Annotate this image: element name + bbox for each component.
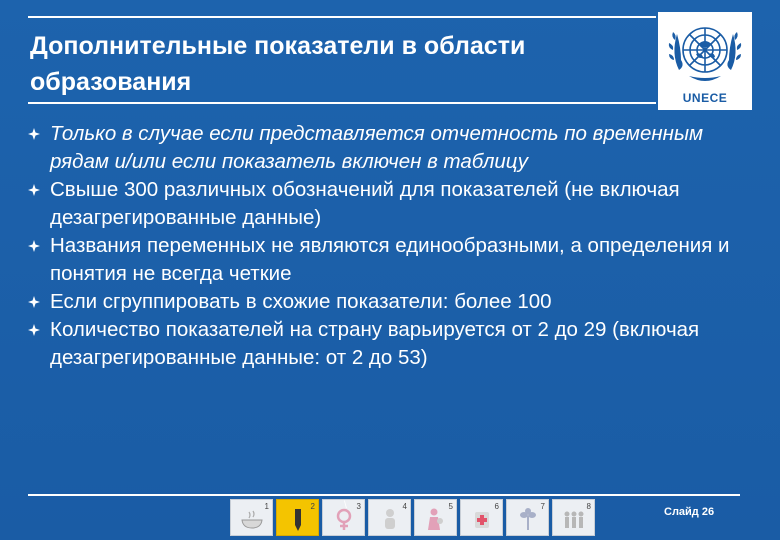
bullet-text: Свыше 300 различных обозначений для показателей (не включая дезагрегированные данные) [50, 178, 680, 229]
mother-icon [423, 506, 449, 532]
goal-number: 8 [586, 502, 591, 511]
diamond-bullet-icon [28, 240, 40, 252]
goal-number: 1 [264, 502, 269, 511]
title-bottom-rule [28, 102, 656, 104]
bullet-item [30, 288, 740, 316]
bullet-item [30, 176, 740, 232]
goal-number: 6 [494, 502, 499, 511]
goal-tile-4 [368, 499, 411, 536]
goal-number: 7 [540, 502, 545, 511]
bullet-list [30, 120, 740, 372]
bowl-icon [239, 506, 265, 532]
goal-icon-strip [230, 499, 595, 536]
unece-logo [658, 12, 752, 110]
goal-number: 2 [310, 502, 315, 511]
bullet-item [30, 316, 740, 372]
goal-tile-1 [230, 499, 273, 536]
diamond-bullet-icon [28, 296, 40, 308]
child-icon [377, 506, 403, 532]
goal-tile-2 [276, 499, 319, 536]
goal-tile-7 [506, 499, 549, 536]
footer-overlay-mark: \ [344, 500, 347, 511]
title-top-rule [28, 16, 656, 18]
pencil-icon [285, 506, 311, 532]
un-emblem-icon [665, 14, 745, 88]
slide-number: Слайд 26 [664, 506, 715, 518]
footer-rule [28, 494, 740, 496]
goal-tile-8 [552, 499, 595, 536]
plant-icon [515, 506, 541, 532]
bullet-item [30, 120, 740, 176]
goal-number: 5 [448, 502, 453, 511]
goal-tile-5 [414, 499, 457, 536]
bullet-text: Только в случае если представляется отчетность по временным рядам и/или если показатель включен в таблицу [50, 122, 704, 173]
diamond-bullet-icon [28, 324, 40, 336]
bullet-item [30, 232, 740, 288]
diamond-bullet-icon [28, 128, 40, 140]
goal-number: 4 [402, 502, 407, 511]
diamond-bullet-icon [28, 184, 40, 196]
goal-number: 3 [356, 502, 361, 511]
medicine-icon [469, 506, 495, 532]
bullet-text: Количество показателей на страну варьируется от 2 до 29 (включая дезагрегированные данные: от 2 до 53) [50, 318, 700, 369]
goal-tile-6 [460, 499, 503, 536]
people-icon [561, 506, 587, 532]
bullet-text: Если сгруппировать в схожие показатели: более 100 [50, 290, 552, 313]
slide-title: Дополнительные показатели в области образования [30, 32, 526, 96]
bullet-text: Названия переменных не являются единообразными, а определения и понятия не всегда четкие [50, 234, 730, 285]
logo-text: UNECE [682, 91, 728, 105]
